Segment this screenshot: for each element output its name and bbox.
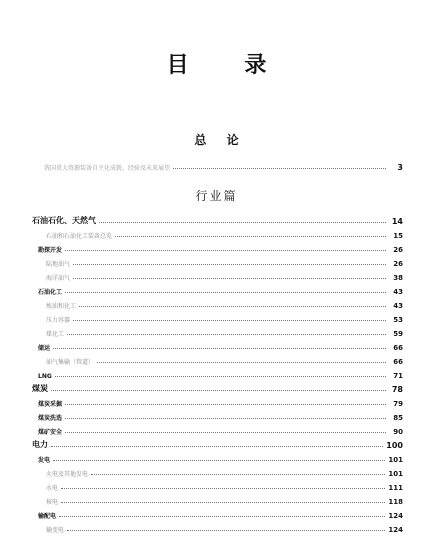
toc-entry-page: 53 bbox=[393, 316, 403, 324]
toc-leader-dots bbox=[65, 417, 386, 419]
toc-leader-dots bbox=[61, 487, 385, 489]
toc-entry-page: 78 bbox=[391, 385, 403, 394]
toc-leader-dots bbox=[115, 235, 386, 237]
toc-entry-page: 59 bbox=[393, 330, 403, 338]
toc-leader-dots bbox=[53, 347, 386, 349]
toc-leader-dots bbox=[65, 431, 386, 433]
toc-entry-page: 101 bbox=[388, 456, 403, 464]
toc-entry-label: 勘探开发 bbox=[38, 247, 63, 254]
toc-leader-dots bbox=[79, 305, 386, 307]
toc-entry-label: 石油和石油化工装备总览 bbox=[46, 233, 113, 240]
toc-entry-label: 油气集输（管道） bbox=[46, 359, 95, 366]
toc-leader-dots bbox=[53, 459, 385, 461]
toc-entry-label: 煤炭洗选 bbox=[38, 415, 63, 422]
toc-entry[interactable] bbox=[32, 452, 403, 464]
section-title-overview: 总 论 bbox=[194, 133, 247, 147]
toc-entry-label: 电力 bbox=[32, 440, 48, 449]
toc-leader-dots bbox=[51, 389, 386, 391]
toc-entry-page: 14 bbox=[391, 217, 403, 226]
toc-entry-label: 压力容器 bbox=[46, 317, 71, 324]
toc-leader-dots bbox=[55, 375, 386, 377]
toc-entry[interactable] bbox=[32, 242, 403, 254]
toc-entry[interactable] bbox=[32, 396, 403, 408]
toc-entry[interactable] bbox=[32, 284, 403, 296]
toc-entry-page: 124 bbox=[388, 512, 403, 520]
toc-entry-label: 发电 bbox=[38, 457, 51, 464]
toc-leader-dots bbox=[65, 249, 386, 251]
toc-entry[interactable] bbox=[32, 424, 403, 436]
toc-leader-dots bbox=[99, 221, 386, 223]
toc-leader-dots bbox=[67, 529, 385, 531]
toc-entry[interactable] bbox=[32, 160, 403, 172]
toc-entry[interactable] bbox=[32, 326, 403, 338]
toc-entry[interactable] bbox=[32, 382, 403, 394]
toc-entry-page: 101 bbox=[388, 470, 403, 478]
toc-entry-label: 储运 bbox=[38, 345, 51, 352]
toc-entry-page: 38 bbox=[393, 274, 403, 282]
toc-entry-label: 煤炭 bbox=[32, 384, 48, 393]
toc-entry-page: 43 bbox=[393, 288, 403, 296]
toc-entry-label: 输配电 bbox=[38, 513, 57, 520]
toc-leader-dots bbox=[51, 445, 383, 447]
toc-entry-page: 90 bbox=[393, 428, 403, 436]
toc-leader-dots bbox=[59, 515, 385, 517]
toc-entry-label: 水电 bbox=[46, 485, 59, 492]
toc-entry[interactable] bbox=[32, 480, 403, 492]
toc-entry-label: 核电 bbox=[46, 499, 59, 506]
toc-entry-label: 煤炭采掘 bbox=[38, 401, 63, 408]
toc-entry[interactable] bbox=[32, 438, 403, 450]
toc-entry-page: 15 bbox=[393, 232, 403, 240]
toc-entry-page: 66 bbox=[393, 344, 403, 352]
toc-entry-label: 石油化工 bbox=[38, 289, 63, 296]
toc-entry-page: 3 bbox=[397, 163, 403, 172]
toc-entry-page: 71 bbox=[393, 372, 403, 380]
toc-entry[interactable] bbox=[32, 466, 403, 478]
toc-entry-page: 43 bbox=[393, 302, 403, 310]
toc-entry-page: 100 bbox=[386, 441, 403, 450]
toc-leader-dots bbox=[73, 319, 386, 321]
toc-entry-page: 118 bbox=[388, 498, 403, 506]
toc-entry-page: 79 bbox=[393, 400, 403, 408]
toc-entry[interactable] bbox=[32, 368, 403, 380]
toc-entry-page: 111 bbox=[388, 484, 403, 492]
toc-entry-label: 我国重大资源装备自主化成就、经验及未来展望 bbox=[44, 165, 171, 172]
toc-entry-label: LNG bbox=[38, 373, 52, 380]
section-title-industry: 行业篇 bbox=[195, 189, 238, 203]
toc-entry[interactable] bbox=[32, 298, 403, 310]
toc-entry-label: 海洋油气 bbox=[46, 275, 71, 282]
toc-entry-label: 煤化工 bbox=[46, 331, 65, 338]
toc-leader-dots bbox=[173, 167, 386, 169]
toc-leader-dots bbox=[65, 291, 386, 293]
toc-entry[interactable] bbox=[32, 270, 403, 282]
toc-entry[interactable] bbox=[32, 256, 403, 268]
toc-entry[interactable] bbox=[32, 214, 403, 226]
toc-leader-dots bbox=[65, 403, 386, 405]
toc-leader-dots bbox=[97, 361, 386, 363]
toc-entry-page: 66 bbox=[393, 358, 403, 366]
toc-entry-label: 输变电 bbox=[46, 527, 65, 534]
toc-leader-dots bbox=[73, 263, 386, 265]
page-title: 目 录 bbox=[166, 53, 291, 78]
toc-leader-dots bbox=[67, 333, 386, 335]
toc-entry[interactable] bbox=[32, 410, 403, 422]
toc-leader-dots bbox=[61, 501, 385, 503]
toc-entry[interactable] bbox=[32, 228, 403, 240]
toc-entry[interactable] bbox=[32, 312, 403, 324]
toc-entry[interactable] bbox=[32, 340, 403, 352]
toc-entry[interactable] bbox=[32, 494, 403, 506]
toc-entry-label: 火电及其他发电 bbox=[46, 471, 89, 478]
toc-entry-label: 石油石化、天然气 bbox=[32, 216, 96, 225]
toc-entry-page: 124 bbox=[388, 526, 403, 534]
toc-entry-label: 煤矿安全 bbox=[38, 429, 63, 436]
toc-entry-label: 陆地油气 bbox=[46, 261, 71, 268]
toc-entry[interactable] bbox=[32, 522, 403, 534]
toc-entry[interactable] bbox=[32, 508, 403, 520]
toc-entry-page: 85 bbox=[393, 414, 403, 422]
toc-entry-page: 26 bbox=[393, 246, 403, 254]
toc-entry-label: 炼油和化工 bbox=[46, 303, 77, 310]
toc-leader-dots bbox=[73, 277, 386, 279]
toc-leader-dots bbox=[91, 473, 385, 475]
toc-entry[interactable] bbox=[32, 354, 403, 366]
toc-entry-page: 26 bbox=[393, 260, 403, 268]
